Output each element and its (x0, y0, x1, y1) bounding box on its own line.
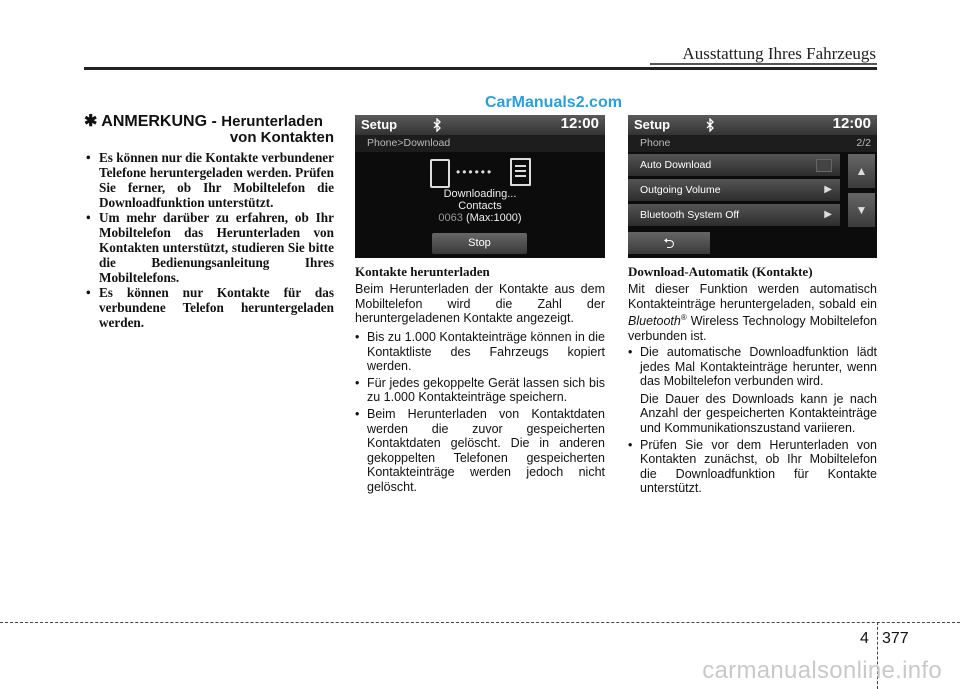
scroll-up-button[interactable] (848, 154, 875, 188)
downloading-label: Downloading... (443, 188, 517, 200)
list-item: • Beim Herunterladen von Kontaktdaten werden die zuvor gespeicherten Kontaktdaten gelöscht. Die in anderen gekoppelten Telefonen gespeicherten Kontakteinträge werden jedoch nicht gelöscht. (355, 407, 605, 495)
section-heading-download-contacts: Kontakte herunterladen (355, 264, 490, 279)
screen-section: Phone (640, 137, 671, 149)
screen-breadcrumb-bar (355, 135, 605, 152)
menu-item-outgoing-volume[interactable] (628, 179, 840, 201)
arrow-right-icon: ▶ (824, 184, 832, 195)
list-item-continuation: Die Dauer des Downloads kann je nach Anzahl der gespeicherten Kontakteinträge und Kommunikationszustand variieren. (640, 391, 877, 435)
download-count (355, 212, 605, 224)
menu-item-label: Bluetooth System Off (640, 209, 740, 221)
menu-item-auto-download[interactable] (628, 154, 840, 176)
download-screen (355, 115, 605, 258)
download-max: (Max:1000) (465, 212, 522, 224)
chapter-number: 4 (860, 630, 869, 647)
note-title-line2: von Kontakten (229, 129, 334, 146)
bluetooth-icon (432, 118, 442, 132)
arrow-down-icon: ▼ (855, 203, 868, 217)
section-heading-auto-download: Download-Automatik (Kontakte) (628, 264, 813, 279)
registered-mark: ® (680, 313, 687, 323)
list-item: • Bis zu 1.000 Kontakteinträge können in die Kontaktliste des Fahrzeugs kopiert werden. (355, 330, 605, 374)
screen-page-indicator: 2/2 (856, 137, 871, 149)
note-title-line1: Herunterladen (221, 113, 323, 130)
header-rule (84, 67, 877, 70)
menu-item-bluetooth-system-off[interactable] (628, 204, 840, 226)
header-rule-thin (650, 63, 877, 65)
screen-clock: 12:00 (560, 115, 599, 132)
contacts-label: Contacts (458, 200, 502, 212)
stop-button[interactable]: Stop (432, 233, 527, 254)
watermark-bottom: carmanualsonline.info (702, 657, 942, 684)
menu-item-label: Outgoing Volume (640, 184, 721, 196)
contacts-document-icon (510, 158, 531, 186)
screen-breadcrumb: Phone>Download (367, 137, 451, 149)
intro-text-b: Wireless Technology Mobiltelefon verbunden ist. (628, 314, 877, 343)
paragraph-auto-download-intro (628, 282, 877, 344)
bluetooth-icon (705, 118, 715, 132)
list-item: • Prüfen Sie vor dem Herunterladen von Kontakten zunächst, ob Ihr Mobiltelefon die Downloadfunktion für Kontakte unterstützt. (628, 438, 877, 496)
phone-icon (430, 159, 450, 188)
page-number: 377 (882, 630, 909, 647)
menu-item-label: Auto Download (640, 159, 712, 171)
download-count-value: 0063 (438, 212, 463, 224)
list-item: • Die automatische Downloadfunktion lädt jedes Mal Kontakteinträge herunter, wenn das Mobiltelefon verbunden wird. (628, 345, 877, 389)
note-item: • Es können nur Kontakte für das verbundene Telefon heruntergeladen werden. (84, 285, 334, 330)
note-label: ANMERKUNG - (101, 113, 217, 130)
bluetooth-term: Bluetooth (628, 314, 681, 329)
phone-settings-screen (628, 115, 877, 258)
list-item: • Für jedes gekoppelte Gerät lassen sich bis zu 1.000 Kontakteinträge speichern. (355, 376, 605, 405)
note-star-icon: ✱ (84, 113, 98, 130)
note-item: • Um mehr darüber zu erfahren, ob Ihr Mobiltelefon das Herunterladen von Kontakten unterstützt, studieren Sie bitte die Bedienungsanleitung Ihres Mobiltelefons. (84, 210, 334, 285)
auto-download-list (628, 345, 877, 498)
screen-clock: 12:00 (832, 115, 871, 132)
scroll-down-button[interactable] (848, 193, 875, 227)
screen-title: Setup (361, 117, 398, 132)
intro-text-a: Mit dieser Funktion werden automatisch Kontakteinträge heruntergeladen, sobald ein (628, 282, 877, 311)
note-list (84, 150, 334, 330)
back-arrow-icon: ⮌ (663, 235, 675, 251)
screen-topbar (628, 115, 877, 135)
back-button[interactable] (628, 232, 710, 254)
footer-rule (0, 622, 960, 623)
note-item: • Es können nur die Kontakte verbundener Telefone heruntergeladen werden. Prüfen Sie ferner, ob Ihr Mobiltelefon die Downloadfunktion unterstützt. (84, 150, 334, 210)
screen-section-bar (628, 135, 877, 152)
watermark-top: CarManuals2.com (485, 94, 622, 111)
progress-dots: •••••• (456, 165, 494, 179)
download-contacts-list (355, 330, 605, 497)
running-header: Ausstattung Ihres Fahrzeugs (682, 44, 876, 63)
arrow-up-icon: ▲ (855, 164, 868, 178)
arrow-right-icon: ▶ (824, 209, 832, 220)
note-heading (84, 111, 334, 146)
screen-topbar (355, 115, 605, 135)
auto-download-checkbox[interactable] (816, 159, 832, 172)
paragraph-download-intro: Beim Herunterladen der Kontakte aus dem Mobiltelefon wird die Zahl der heruntergeladenen Kontakte angezeigt. (355, 282, 605, 326)
screen-title: Setup (634, 117, 671, 132)
